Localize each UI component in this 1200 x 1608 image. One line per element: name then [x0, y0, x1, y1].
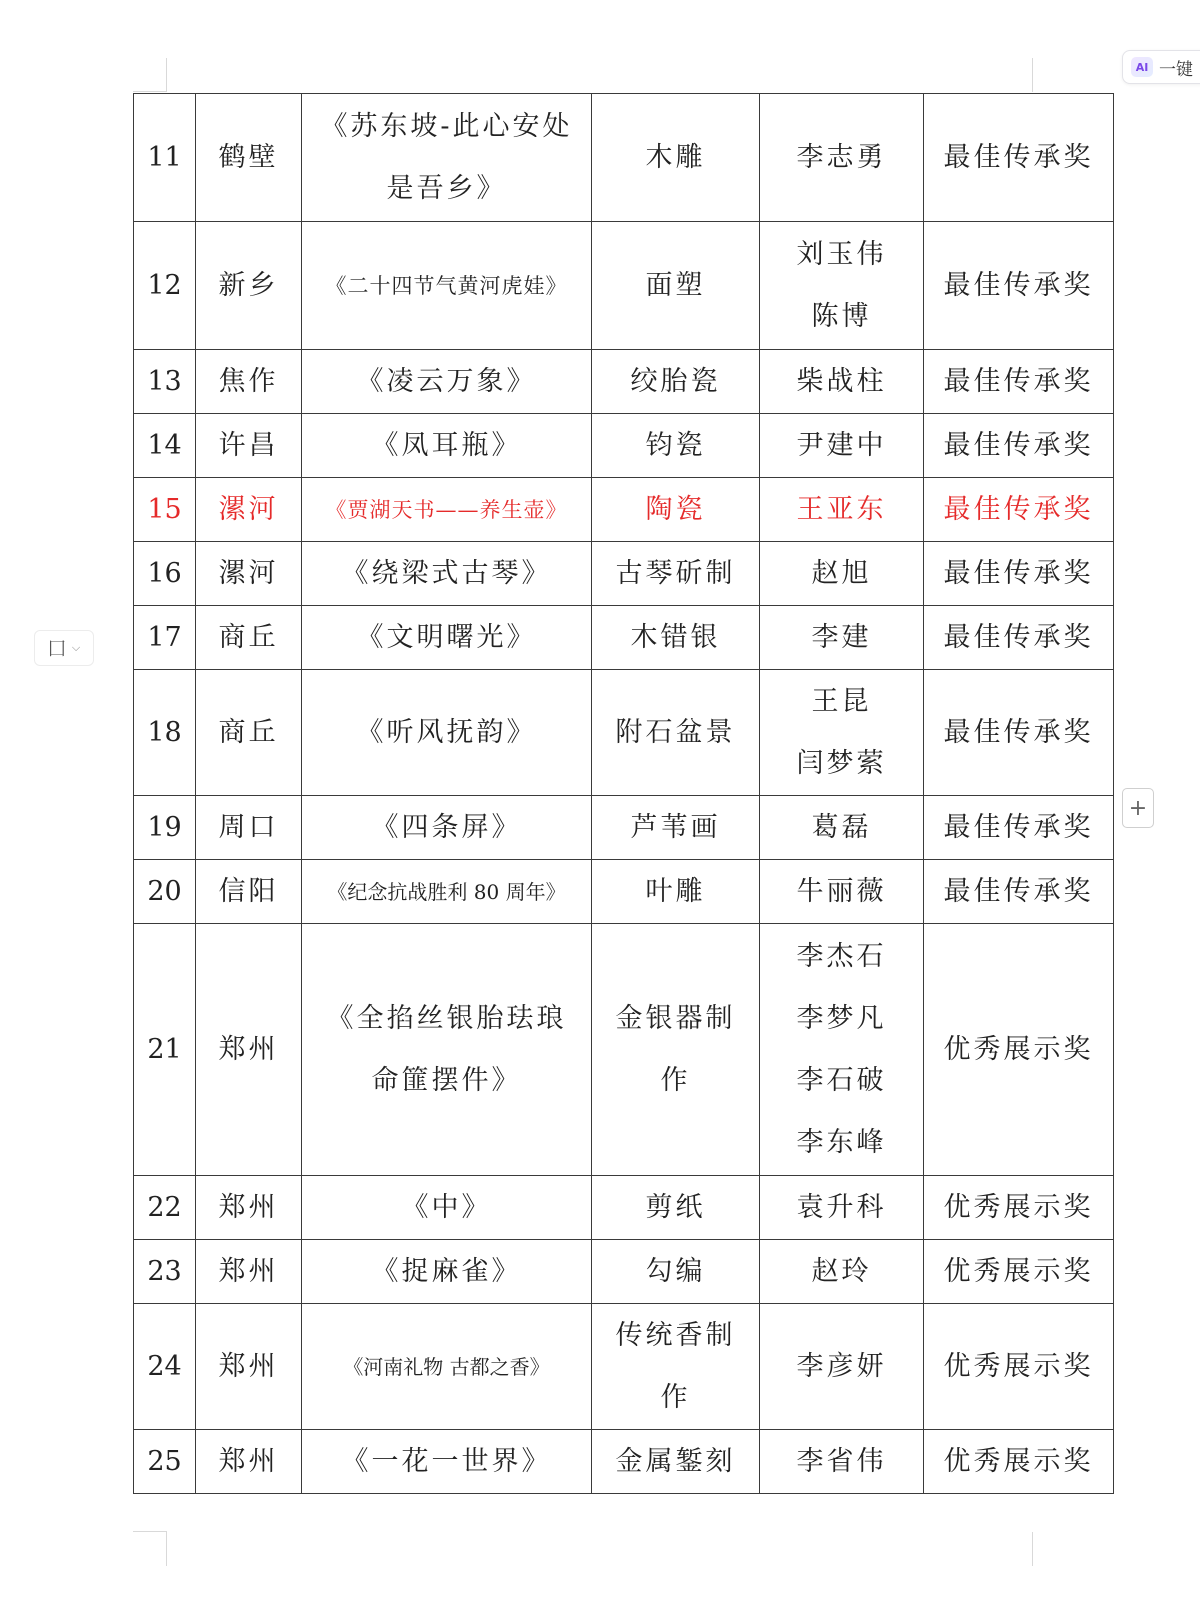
cell-number[interactable]: 22 [134, 1176, 196, 1240]
cell-award[interactable]: 最佳传承奖 [924, 796, 1114, 860]
cell-number[interactable]: 12 [134, 222, 196, 350]
cell-award[interactable]: 最佳传承奖 [924, 414, 1114, 478]
cell-artist[interactable] [760, 1176, 924, 1240]
cell-number[interactable]: 14 [134, 414, 196, 478]
crop-mark [1032, 58, 1033, 92]
cell-craft-line: 作 [660, 1064, 691, 1096]
add-column-button[interactable] [1122, 788, 1154, 828]
cell-work-title[interactable] [302, 924, 592, 1176]
cell-artist[interactable] [760, 1304, 924, 1430]
cell-craft[interactable] [592, 542, 760, 606]
table-row [134, 670, 1114, 796]
cell-craft[interactable] [592, 924, 760, 1176]
cell-work-title-line: 《文明曙光》 [356, 621, 537, 653]
cell-work-title-line: 《二十四节气黄河虎娃》 [325, 273, 568, 298]
cell-city[interactable]: 郑州 [196, 924, 302, 1176]
cell-number[interactable]: 19 [134, 796, 196, 860]
cell-city[interactable]: 郑州 [196, 1430, 302, 1494]
cell-work-title[interactable] [302, 796, 592, 860]
ai-button-label: 一键 [1159, 59, 1193, 80]
cell-work-title[interactable] [302, 1430, 592, 1494]
cell-craft[interactable] [592, 796, 760, 860]
table-row-grip-icon: 囗 [47, 639, 66, 660]
cell-artist[interactable] [760, 1240, 924, 1304]
cell-artist-line: 闫梦萦 [796, 747, 887, 779]
cell-work-title[interactable] [302, 1304, 592, 1430]
cell-city[interactable]: 周口 [196, 796, 302, 860]
table-row [134, 860, 1114, 924]
cell-work-title[interactable] [302, 94, 592, 222]
cell-number[interactable]: 24 [134, 1304, 196, 1430]
cell-craft-line: 附石盆景 [615, 716, 736, 748]
cell-city[interactable]: 郑州 [196, 1240, 302, 1304]
awards-table [133, 93, 1114, 1494]
cell-work-title-line: 《凤耳瓶》 [371, 429, 522, 461]
crop-mark [166, 1532, 167, 1566]
cell-number[interactable]: 17 [134, 606, 196, 670]
cell-award[interactable]: 优秀展示奖 [924, 1176, 1114, 1240]
cell-artist[interactable] [760, 414, 924, 478]
cell-city[interactable]: 商丘 [196, 606, 302, 670]
cell-work-title[interactable] [302, 1240, 592, 1304]
cell-award[interactable]: 最佳传承奖 [924, 670, 1114, 796]
cell-artist-line: 赵旭 [811, 557, 872, 589]
cell-craft[interactable] [592, 1430, 760, 1494]
cell-artist[interactable] [760, 670, 924, 796]
table-row [134, 478, 1114, 542]
cell-work-title[interactable] [302, 350, 592, 414]
cell-artist-line: 李志勇 [796, 141, 887, 173]
cell-work-title[interactable] [302, 222, 592, 350]
cell-craft[interactable] [592, 1240, 760, 1304]
table-row-handle[interactable] [34, 630, 94, 666]
table-row [134, 350, 1114, 414]
table-row [134, 1176, 1114, 1240]
cell-artist[interactable] [760, 1430, 924, 1494]
cell-craft[interactable] [592, 222, 760, 350]
chevron-down-icon: ⌵ [71, 641, 81, 654]
plus-icon: + [1128, 795, 1148, 821]
cell-craft[interactable] [592, 414, 760, 478]
cell-work-title-line: 命篚摆件》 [371, 1064, 522, 1096]
table-row [134, 924, 1114, 1176]
cell-work-title-line: 是吾乡》 [386, 172, 507, 204]
cell-artist-line: 赵玲 [811, 1255, 872, 1287]
cell-award[interactable]: 优秀展示奖 [924, 924, 1114, 1176]
cell-artist-line: 袁升科 [796, 1191, 887, 1223]
cell-work-title-line: 《一花一世界》 [341, 1445, 552, 1477]
cell-artist[interactable] [760, 350, 924, 414]
cell-city[interactable]: 漯河 [196, 542, 302, 606]
cell-artist-line: 李东峰 [796, 1126, 887, 1158]
cell-craft-line: 钧瓷 [645, 429, 706, 461]
cell-craft[interactable] [592, 1304, 760, 1430]
cell-work-title-line: 《捉麻雀》 [371, 1255, 522, 1287]
table-row [134, 1240, 1114, 1304]
cell-artist-line: 李省伟 [796, 1445, 887, 1477]
cell-artist[interactable] [760, 860, 924, 924]
cell-craft-line: 叶雕 [645, 875, 706, 907]
table-row [134, 414, 1114, 478]
cell-craft-line: 陶瓷 [645, 493, 706, 525]
cell-city[interactable]: 郑州 [196, 1176, 302, 1240]
cell-award[interactable]: 最佳传承奖 [924, 222, 1114, 350]
cell-award[interactable]: 最佳传承奖 [924, 860, 1114, 924]
cell-city[interactable]: 信阳 [196, 860, 302, 924]
crop-mark [133, 91, 167, 92]
cell-craft-line: 绞胎瓷 [630, 365, 721, 397]
cell-city[interactable]: 鹤壁 [196, 94, 302, 222]
cell-number[interactable]: 11 [134, 94, 196, 222]
cell-award[interactable]: 最佳传承奖 [924, 94, 1114, 222]
cell-number[interactable]: 21 [134, 924, 196, 1176]
crop-mark [1032, 1532, 1033, 1566]
ai-toolbar-button[interactable] [1122, 50, 1200, 84]
cell-artist[interactable] [760, 796, 924, 860]
table-row [134, 222, 1114, 350]
cell-craft-line: 金属錾刻 [615, 1445, 736, 1477]
cell-award[interactable]: 优秀展示奖 [924, 1430, 1114, 1494]
cell-work-title-line: 《绕梁式古琴》 [341, 557, 552, 589]
cell-work-title-line: 《纪念抗战胜利 80 周年》 [327, 879, 566, 904]
cell-city[interactable]: 许昌 [196, 414, 302, 478]
cell-craft[interactable] [592, 478, 760, 542]
cell-artist-line: 葛磊 [811, 811, 872, 843]
cell-artist-line: 柴战柱 [796, 365, 887, 397]
cell-award[interactable]: 最佳传承奖 [924, 350, 1114, 414]
cell-artist-line: 李彦妍 [796, 1350, 887, 1382]
cell-craft-line: 剪纸 [645, 1191, 706, 1223]
cell-city[interactable]: 漯河 [196, 478, 302, 542]
cell-craft-line: 木错银 [630, 621, 721, 653]
cell-award[interactable]: 优秀展示奖 [924, 1304, 1114, 1430]
cell-award[interactable]: 优秀展示奖 [924, 1240, 1114, 1304]
cell-award[interactable]: 最佳传承奖 [924, 606, 1114, 670]
ai-icon: AI [1131, 57, 1153, 77]
cell-work-title-line: 《中》 [401, 1191, 492, 1223]
cell-work-title[interactable] [302, 414, 592, 478]
table-row [134, 542, 1114, 606]
cell-craft-line: 金银器制 [615, 1002, 736, 1034]
cell-artist[interactable] [760, 94, 924, 222]
cell-city[interactable]: 焦作 [196, 350, 302, 414]
cell-work-title-line: 《四条屏》 [371, 811, 522, 843]
cell-award[interactable]: 最佳传承奖 [924, 542, 1114, 606]
cell-city[interactable]: 新乡 [196, 222, 302, 350]
cell-number[interactable]: 23 [134, 1240, 196, 1304]
crop-mark [166, 58, 167, 92]
cell-artist-line: 陈博 [811, 300, 872, 332]
cell-artist[interactable] [760, 542, 924, 606]
cell-craft[interactable] [592, 1176, 760, 1240]
cell-city[interactable]: 郑州 [196, 1304, 302, 1430]
cell-craft[interactable] [592, 350, 760, 414]
cell-craft[interactable] [592, 94, 760, 222]
cell-craft-line: 勾编 [645, 1255, 706, 1287]
cell-work-title[interactable] [302, 542, 592, 606]
cell-craft-line: 木雕 [645, 141, 706, 173]
cell-craft-line: 作 [660, 1381, 691, 1413]
cell-craft-line: 面塑 [645, 269, 706, 301]
cell-number[interactable]: 13 [134, 350, 196, 414]
cell-craft[interactable] [592, 670, 760, 796]
cell-number[interactable]: 15 [134, 478, 196, 542]
awards-table-body [134, 94, 1114, 1494]
table-row [134, 606, 1114, 670]
cell-work-title[interactable] [302, 1176, 592, 1240]
cell-artist[interactable] [760, 924, 924, 1176]
cell-artist-line: 牛丽薇 [796, 875, 887, 907]
cell-work-title-line: 《河南礼物 古都之香》 [343, 1354, 550, 1379]
cell-number[interactable]: 16 [134, 542, 196, 606]
table-row [134, 1430, 1114, 1494]
cell-artist[interactable] [760, 478, 924, 542]
cell-number[interactable]: 18 [134, 670, 196, 796]
crop-mark [133, 1531, 167, 1532]
cell-work-title-line: 《苏东坡-此心安处 [320, 110, 573, 142]
cell-work-title[interactable] [302, 860, 592, 924]
cell-artist-line: 李梦凡 [796, 1002, 887, 1034]
cell-craft[interactable] [592, 606, 760, 670]
cell-artist-line: 尹建中 [796, 429, 887, 461]
cell-work-title-line: 《贾湖天书——养生壶》 [325, 497, 568, 522]
cell-artist[interactable] [760, 606, 924, 670]
cell-craft[interactable] [592, 860, 760, 924]
cell-award[interactable]: 最佳传承奖 [924, 478, 1114, 542]
cell-artist-line: 王亚东 [796, 493, 887, 525]
cell-work-title[interactable] [302, 606, 592, 670]
cell-craft-line: 传统香制 [615, 1319, 736, 1351]
cell-artist-line: 李建 [811, 621, 872, 653]
cell-artist[interactable] [760, 222, 924, 350]
cell-work-title-line: 《听风抚韵》 [356, 716, 537, 748]
cell-artist-line: 刘玉伟 [796, 238, 887, 270]
cell-artist-line: 王昆 [811, 685, 872, 717]
table-row [134, 1304, 1114, 1430]
cell-craft-line: 芦苇画 [630, 811, 721, 843]
cell-city[interactable]: 商丘 [196, 670, 302, 796]
cell-number[interactable]: 25 [134, 1430, 196, 1494]
cell-artist-line: 李杰石 [796, 940, 887, 972]
cell-work-title-line: 《凌云万象》 [356, 365, 537, 397]
cell-craft-line: 古琴斫制 [615, 557, 736, 589]
cell-number[interactable]: 20 [134, 860, 196, 924]
table-row [134, 94, 1114, 222]
cell-work-title-line: 《全掐丝银胎珐琅 [326, 1002, 567, 1034]
table-row [134, 796, 1114, 860]
cell-artist-line: 李石破 [796, 1064, 887, 1096]
cell-work-title[interactable] [302, 670, 592, 796]
cell-work-title[interactable] [302, 478, 592, 542]
